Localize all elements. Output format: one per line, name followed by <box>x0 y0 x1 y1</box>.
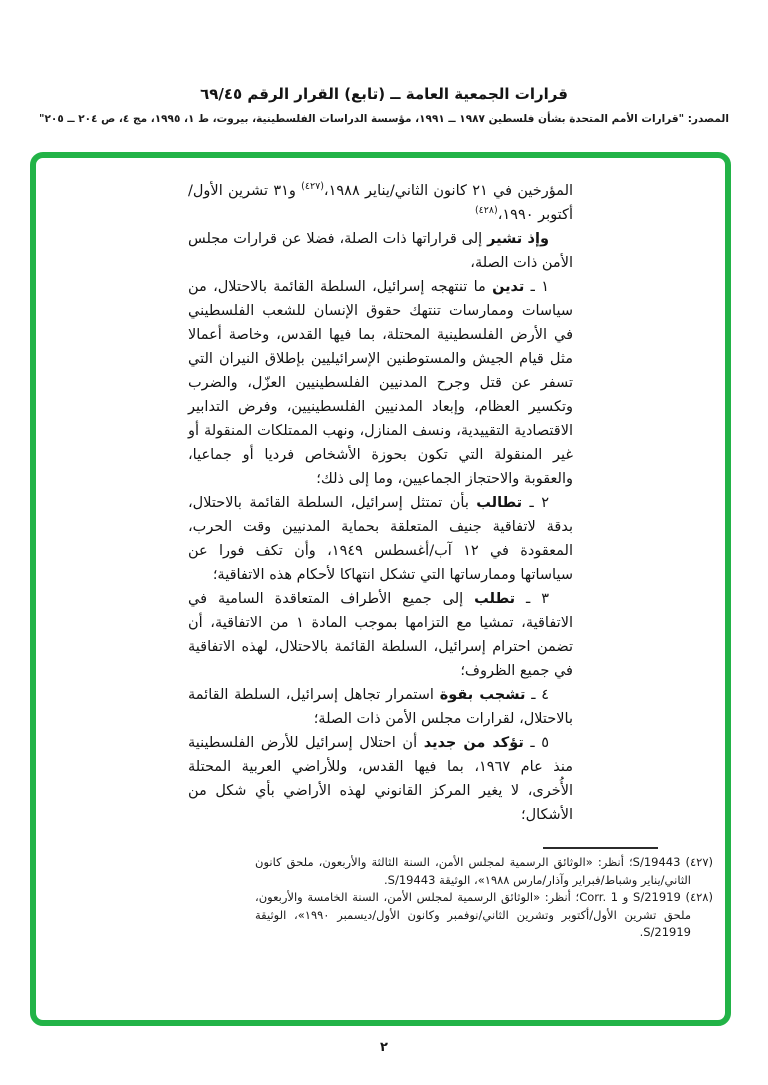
paragraph: وإذ تشير إلى قراراتها ذات الصلة، فضلا عن قرارات مجلس الأمن ذات الصلة، <box>188 231 573 271</box>
source-citation-line: المصدر: "قرارات الأمم المتحدة بشأن فلسطين ١٩٨٧ ــ ١٩٩١، مؤسسة الدراسات الفلسطينية، بيروت، ط ١، ١٩٩٥، مج ٤، ص ٢٠٤ ــ ٢٠٥" <box>39 113 729 125</box>
footnote: (٤٢٨) S/21919 و Corr. 1؛ أنظر: «الوثائق الرسمية لمجلس الأمن، السنة الخامسة والأربعون، ملحق تشرين الأول/أكتوبر وتشرين الثاني/نوفمبر وكانون الأول/ديسمبر ١٩٩٠»، الوثيقة S/21919. <box>255 890 713 939</box>
resolution-body-text <box>188 179 573 827</box>
paragraph: المؤرخين في ٢١ كانون الثاني/يناير ١٩٨٨،$^{(٤٢٧)}$ و٣١ تشرين الأول/أكتوبر ١٩٩٠،$^{(٤٢٨)}$ <box>188 181 574 223</box>
footnotes-block <box>255 854 713 942</box>
footnote-reference: (٤٢٨) <box>474 205 498 216</box>
footnote: (٤٢٧) S/19443؛ أنظر: «الوثائق الرسمية لمجلس الأمن، السنة الثالثة والأربعون، ملحق كانون الثاني/يناير وشباط/فبراير وآذار/مارس ١٩٨٨»، الوثيقة S/19443. <box>255 855 713 887</box>
footnote-separator-rule <box>543 847 658 849</box>
paragraph: ٥ ـ تؤكد من جديد أن احتلال إسرائيل للأرض الفلسطينية منذ عام ١٩٦٧، بما فيها القدس، وللأراضي العربية المحتلة الأُخرى، لا يغير المركز القانوني لهذه الأراضي بأي شكل من الأشكال؛ <box>188 735 573 823</box>
page-number: ٢ <box>380 1040 388 1055</box>
paragraph: ٤ ـ تشجب بقوة استمرار تجاهل إسرائيل، السلطة القائمة بالاحتلال، لقرارات مجلس الأمن ذات الصلة؛ <box>188 687 573 727</box>
paragraph: ١ ـ تدين ما تنتهجه إسرائيل، السلطة القائمة بالاحتلال، من سياسات وممارسات تنتهك حقوق الإنسان للشعب الفلسطيني في الأرض الفلسطينية المحتلة، بما فيها القدس، وخاصة أعمالا مثل قيام الجيش والمستوطنين الإسرائيليين بإطلاق النيران التي تسفر عن قتل وجرح المدنيين الفلسطينيين العزّل، والضرب وتكسير العظام، وإبعاد المدنيين الفلسطينيين، وفرض التدابير الاقتصادية التقييدية، ونسف المنازل، ونهب الممتلكات المنقولة أو غير المنقولة التي تكون بحوزة الأشخاص فرديا أو جماعيا، والعقوبة والاحتجاز الجماعيين، وما إلى ذلك؛ <box>188 279 573 487</box>
paragraph: ٣ ـ تطلب إلى جميع الأطراف المتعاقدة السامية في الاتفاقية، تمشيا مع التزامها بموجب المادة ١ من الاتفاقية، أن تضمن احترام إسرائيل، السلطة القائمة بالاحتلال، لهذه الاتفاقية في جميع الظروف؛ <box>188 591 573 679</box>
page-title: قرارات الجمعية العامة ــ (تابع) القرار الرقم ٦٩/٤٥ <box>200 85 568 103</box>
footnote-reference: (٤٢٧) <box>301 181 324 192</box>
paragraph: ٢ ـ تطالب بأن تمتثل إسرائيل، السلطة القائمة بالاحتلال، بدقة لاتفاقية جنيف المتعلقة بحماية المدنيين وقت الحرب، المعقودة في ١٢ آب/أغسطس ١٩٤٩، وأن تكف فورا عن سياساتها وممارساتها التي تشكل انتهاكا لأحكام هذه الاتفاقية؛ <box>188 495 573 583</box>
